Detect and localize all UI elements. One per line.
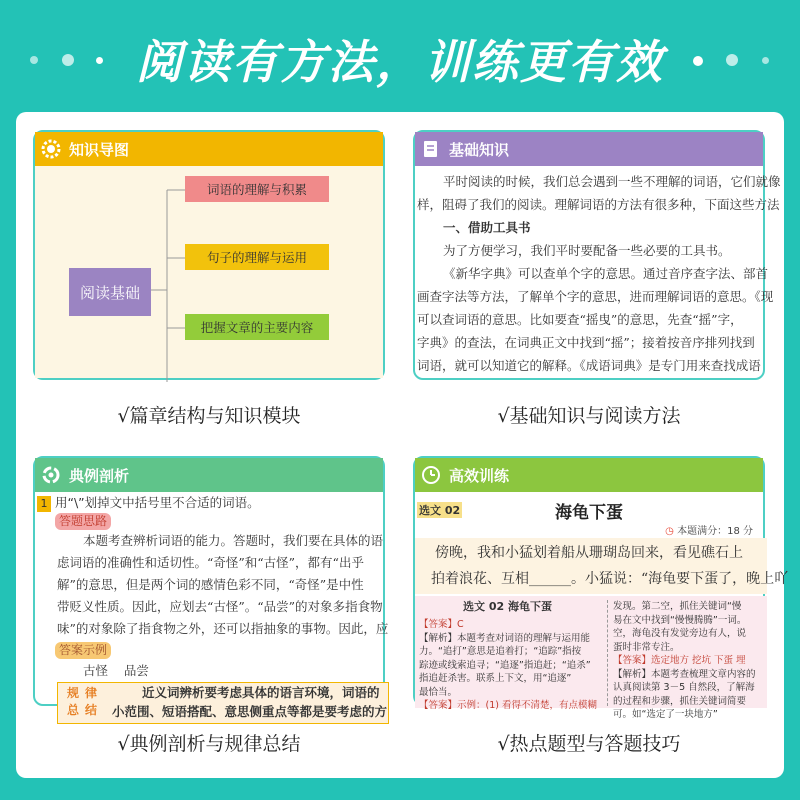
decor-dot bbox=[693, 56, 703, 66]
selection-label: 选文 02 bbox=[419, 504, 461, 517]
rule-label-char: 结 bbox=[84, 703, 97, 717]
decor-dot bbox=[726, 54, 738, 66]
answer-line: 力。“追打”意思是追着打；“追踪”指按 bbox=[419, 646, 582, 657]
answer-line: 最恰当。 bbox=[419, 686, 458, 698]
answer-line: 发现。第二空，抓住关键词“慢 bbox=[613, 601, 742, 612]
text-line: 平时阅读的时候，我们总会遇到一些不理解的词语，它们就像 bbox=[443, 174, 781, 189]
panel-basic-knowledge bbox=[413, 130, 781, 380]
question-text: 用“\”划掉文中括号里不合适的词语。 bbox=[54, 495, 260, 510]
rule-summary-box bbox=[57, 682, 389, 724]
story-line: 拍着浪花、互相______。小猛说：“海龟要下蛋了，晚上吖 bbox=[431, 571, 789, 587]
panel-header bbox=[35, 458, 383, 492]
answer-line: 【解析】本题考查梳理文章内容的 bbox=[613, 668, 756, 680]
answer-idea-tag: 答题思路 bbox=[55, 513, 111, 530]
score-text: 本题满分：18 分 bbox=[677, 526, 753, 537]
header-banner bbox=[0, 0, 800, 112]
story-line: 傍晚，我和小猛划着船从珊瑚岛回来，看见礁石上 bbox=[435, 545, 743, 561]
rule-label-char: 总 bbox=[66, 703, 79, 717]
section-heading: 一、借助工具书 bbox=[443, 220, 531, 235]
mindmap-area bbox=[35, 166, 383, 378]
rule-label-char: 律 bbox=[84, 686, 97, 700]
text-line: 虑词语的准确性和适切性。“奇怪”和“古怪”，都有“出乎 bbox=[57, 555, 364, 570]
text-line: 画查字法等方法，了解单个字的意思，进而理解词语的意思。《现 bbox=[417, 289, 774, 304]
answer-line: 【答案】C bbox=[419, 619, 464, 630]
notebook-icon bbox=[421, 139, 441, 159]
rule-label-char: 规 bbox=[66, 686, 79, 700]
answer-line: 可。如“选定了一块地方” bbox=[613, 709, 718, 720]
text-line: 味”的对象除了指食物之外，还可以指抽象的事物。因此，应 bbox=[57, 621, 389, 636]
answer-line: 踪迹或线索追寻；“追逐”指追赶；“追杀” bbox=[419, 659, 591, 671]
mindmap-branch: 把握文章的主要内容 bbox=[185, 314, 329, 340]
panel-efficient-training bbox=[413, 456, 789, 720]
answer-line: 蛋时非常专注。 bbox=[613, 641, 680, 653]
score-label bbox=[665, 522, 753, 537]
answer-line: 【答案】选定地方 挖坑 下蛋 埋 bbox=[613, 655, 746, 666]
rule-line: 近义词辨析要考虑具体的语言环境，词语的 bbox=[142, 685, 380, 700]
question-row bbox=[37, 492, 260, 514]
panel-example-analysis bbox=[33, 456, 389, 719]
example-text bbox=[35, 492, 389, 719]
answer-line: 指追赶杀害。联系上下文，用“追逐” bbox=[419, 673, 572, 684]
rule-line: 小范围、短语搭配、意思侧重点等都是要考虑的方 bbox=[112, 704, 388, 719]
answer-line: 认真阅读第 3－5 自然段，了解海 bbox=[613, 682, 755, 693]
panel-caption: √篇章结构与知识模块 bbox=[117, 405, 301, 427]
text-line: 本题考查辨析词语的能力。答题时，我们要在具体的语 bbox=[83, 533, 384, 548]
panel-title: 典例剖析 bbox=[69, 466, 130, 485]
answer-example-tag: 答案示例 bbox=[55, 642, 111, 659]
answer-line: 的过程和步骤，抓住关键词简要 bbox=[613, 695, 747, 707]
panel-caption: √典例剖析与规律总结 bbox=[117, 733, 301, 755]
panel-caption: √基础知识与阅读方法 bbox=[497, 405, 681, 427]
mindmap-branch: 词语的理解与积累 bbox=[185, 176, 329, 202]
panel-title: 高效训练 bbox=[449, 466, 510, 485]
gear-icon bbox=[41, 139, 61, 159]
panel-header bbox=[35, 132, 383, 166]
panel-header bbox=[415, 458, 763, 492]
story-title: 海龟下蛋 bbox=[555, 503, 623, 523]
text-line: 解”的意思，但是两个词的感情色彩不同，“奇怪”是中性 bbox=[57, 577, 364, 592]
cycle-icon bbox=[41, 465, 61, 485]
answer-text: 古怪 品尝 bbox=[83, 663, 149, 678]
panel-knowledge-map bbox=[33, 130, 385, 380]
answer-line: 易在文中找到“慢慢腾腾”一词。 bbox=[613, 614, 747, 626]
question-number: 1 bbox=[37, 496, 51, 512]
text-line: 词语，就可以知道它的解释。《成语词典》是专门用来查找成语 bbox=[417, 358, 761, 373]
text-line: 可以查词语的意思。比如要查“摇曳”的意思，先查“摇”字， bbox=[417, 312, 743, 327]
panel-title: 基础知识 bbox=[449, 140, 510, 159]
answer-line: 空，海龟没有发觉旁边有人，说 bbox=[613, 628, 747, 639]
text-line: 样，阻碍了我们的阅读。理解词语的方法有很多种，下面这些方法 bbox=[417, 197, 780, 212]
text-line: 为了方便学习，我们平时要配备一些必要的工具书。 bbox=[443, 243, 731, 258]
page-headline: 阅读有方法，训练更有效 bbox=[136, 35, 664, 89]
panel-title: 知识导图 bbox=[69, 140, 130, 159]
text-line: 带贬义性质。因此，应划去“古怪”。“品尝”的对象多指食物 bbox=[57, 599, 383, 614]
clock-icon bbox=[421, 465, 441, 485]
training-area bbox=[415, 492, 789, 720]
panel-header bbox=[415, 132, 763, 166]
decor-dot bbox=[762, 57, 769, 64]
answer-section bbox=[415, 596, 767, 720]
answer-line: 【答案】示例：(1) 看得不清楚，有点模糊 bbox=[419, 700, 597, 711]
mindmap-root: 阅读基础 bbox=[69, 268, 151, 316]
text-line: 字典》的查法，在词典正文中找到“摇”；接着按音序排列找到 bbox=[417, 335, 755, 350]
story-text bbox=[415, 538, 789, 594]
text-line: 《新华字典》可以查单个字的意思。通过音序查字法、部首 bbox=[443, 266, 769, 281]
answer-line: 【解析】本题考查对词语的理解与运用能 bbox=[419, 632, 591, 644]
panel-caption: √热点题型与答题技巧 bbox=[497, 733, 681, 755]
answer-heading: 选文 02 海龟下蛋 bbox=[463, 600, 552, 613]
clock-icon: ◷ bbox=[665, 526, 674, 537]
basic-knowledge-text bbox=[415, 166, 781, 378]
mindmap-branch: 句子的理解与运用 bbox=[185, 244, 329, 270]
